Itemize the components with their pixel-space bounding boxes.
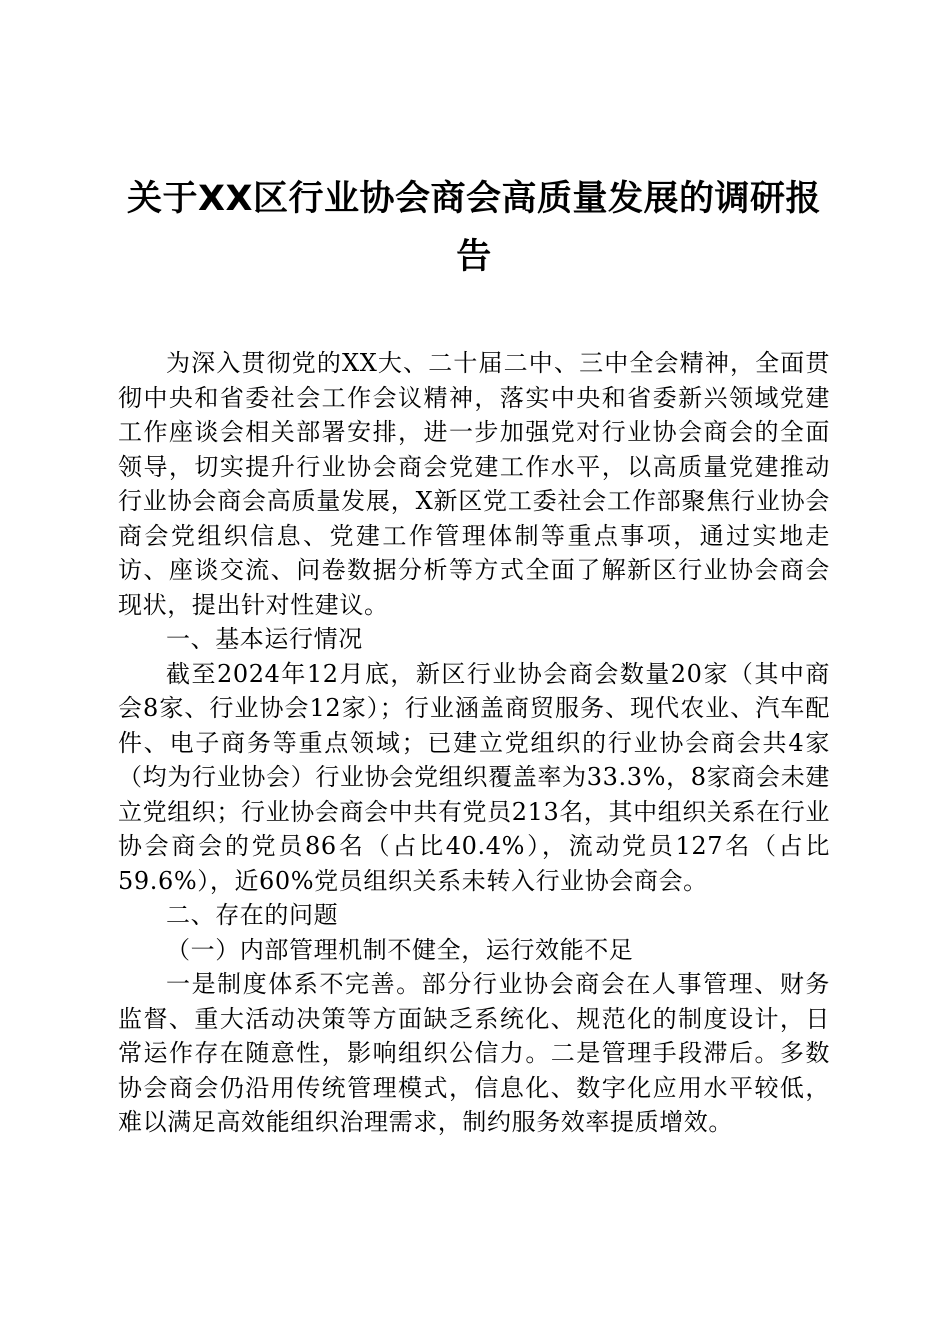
document-title: [118, 170, 830, 286]
subsection-1-paragraph: 一是制度体系不完善。部分行业协会商会在人事管理、财务监督、重大活动决策等方面缺乏系统化、规范化的制度设计，日常运作存在随意性，影响组织公信力。二是管理手段滞后。多数协会商会仍沿用传统管理模式，信息化、数字化应用水平较低，难以满足高效能组织治理需求，制约服务效率提质增效。: [118, 970, 830, 1136]
subsection-1-heading: （一）内部管理机制不健全，运行效能不足: [166, 935, 634, 964]
document-page: [118, 170, 830, 1140]
section-1-heading: 一、基本运行情况: [166, 625, 363, 653]
title-line-1: 关于XX区行业协会商会高质量发展的调研报: [127, 179, 821, 219]
section-1-paragraph: 截至2024年12月底，新区行业协会商会数量20家（其中商会8家、行业协会12家）；行业涵盖商贸服务、现代农业、汽车配件、电子商务等重点领域；已建立党组织的行业协会商会共4家（均为行业协会）行业协会党组织覆盖率为33.3%，8家商会未建立党组织；行业协会商会中共有党员213名，其中组织关系在行业协会商会的党员86名（占比40.4%），流动党员127名（占比59.6%），近60%党员组织关系未转入行业协会商会。: [118, 659, 830, 895]
section-2-heading: 二、存在的问题: [166, 901, 339, 929]
title-line-2: 告: [456, 237, 492, 277]
intro-paragraph: 为深入贯彻党的XX大、二十届二中、三中全会精神，全面贯彻中央和省委社会工作会议精神，落实中央和省委新兴领域党建工作座谈会相关部署安排，进一步加强党对行业协会商会的全面领导，切实提升行业协会商会党建工作水平，以高质量党建推动行业协会商会高质量发展，X新区党工委社会工作部聚焦行业协会商会党组织信息、党建工作管理体制等重点事项，通过实地走访、座谈交流、问卷数据分析等方式全面了解新区行业协会商会现状，提出针对性建议。: [118, 349, 830, 619]
